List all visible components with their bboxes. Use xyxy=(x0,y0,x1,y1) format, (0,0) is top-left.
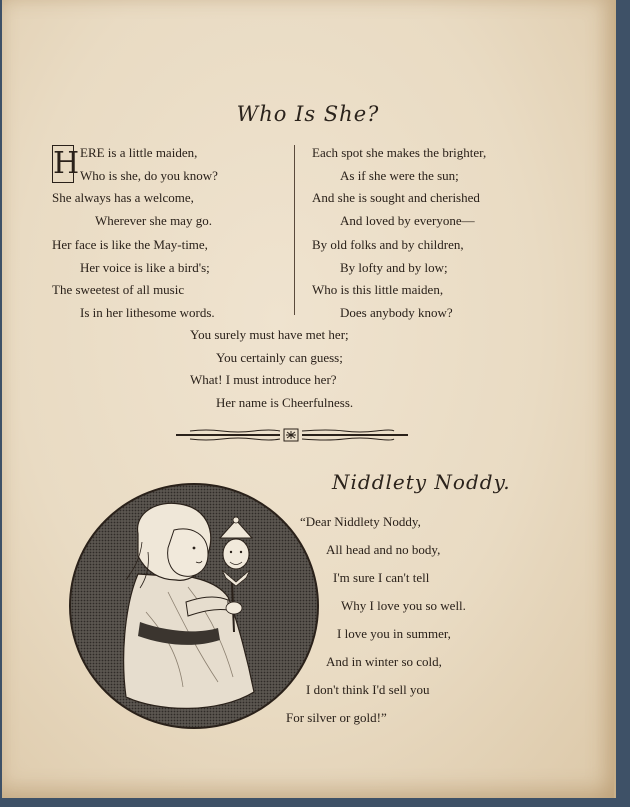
ornamental-divider xyxy=(176,428,408,442)
poem-line: By old folks and by children, xyxy=(312,237,464,252)
poem-line: And loved by everyone— xyxy=(340,212,475,228)
poem-line: Each spot she makes the brighter, xyxy=(312,145,487,160)
poem-title-who-is-she: Who Is She? xyxy=(236,102,380,126)
poem1-left-column xyxy=(52,142,292,324)
child-with-jester-illustration xyxy=(68,482,320,730)
drop-cap-letter: H xyxy=(53,146,80,181)
poem-line: Why I love you so well. xyxy=(341,598,466,613)
poem-line: Who is she, do you know? xyxy=(80,167,218,183)
poem-line: You certainly can guess; xyxy=(216,349,343,365)
poem-line: Her voice is like a bird's; xyxy=(80,259,210,275)
poem-line: For silver or gold!” xyxy=(286,710,387,725)
poem-line: You surely must have met her; xyxy=(190,327,349,342)
poem-line: What! I must introduce her? xyxy=(190,372,337,387)
poem-line: Is in her lithesome words. xyxy=(80,304,215,320)
poem-line: ERE is a little maiden, xyxy=(80,145,198,160)
poem1-final-stanza xyxy=(2,324,614,414)
poem-line: The sweetest of all music xyxy=(52,282,185,297)
poem-line: I don't think I'd sell you xyxy=(306,682,430,697)
book-page xyxy=(2,0,616,798)
poem1-right-column xyxy=(312,142,562,324)
poem-line: All head and no body, xyxy=(326,542,441,557)
poem-line: She always has a welcome, xyxy=(52,190,194,205)
column-divider xyxy=(294,145,295,315)
poem-line: Her name is Cheerfulness. xyxy=(216,394,354,410)
poem-line: Wherever she may go. xyxy=(95,212,212,228)
poem-line: I'm sure I can't tell xyxy=(333,570,430,585)
poem-line: I love you in summer, xyxy=(337,626,451,641)
poem-line: Her face is like the May-time, xyxy=(52,237,208,252)
poem-line: As if she were the sun; xyxy=(340,167,459,183)
poem-line: Who is this little maiden, xyxy=(312,282,444,297)
poem-line: By lofty and by low; xyxy=(340,259,448,275)
poem-line: Does anybody know? xyxy=(340,304,453,320)
poem-title-niddlety-noddy: Niddlety Noddy. xyxy=(332,470,511,494)
poem-line: And in winter so cold, xyxy=(326,654,442,669)
poem-line: And she is sought and cherished xyxy=(312,190,480,205)
poem-line: “Dear Niddlety Noddy, xyxy=(300,514,421,529)
